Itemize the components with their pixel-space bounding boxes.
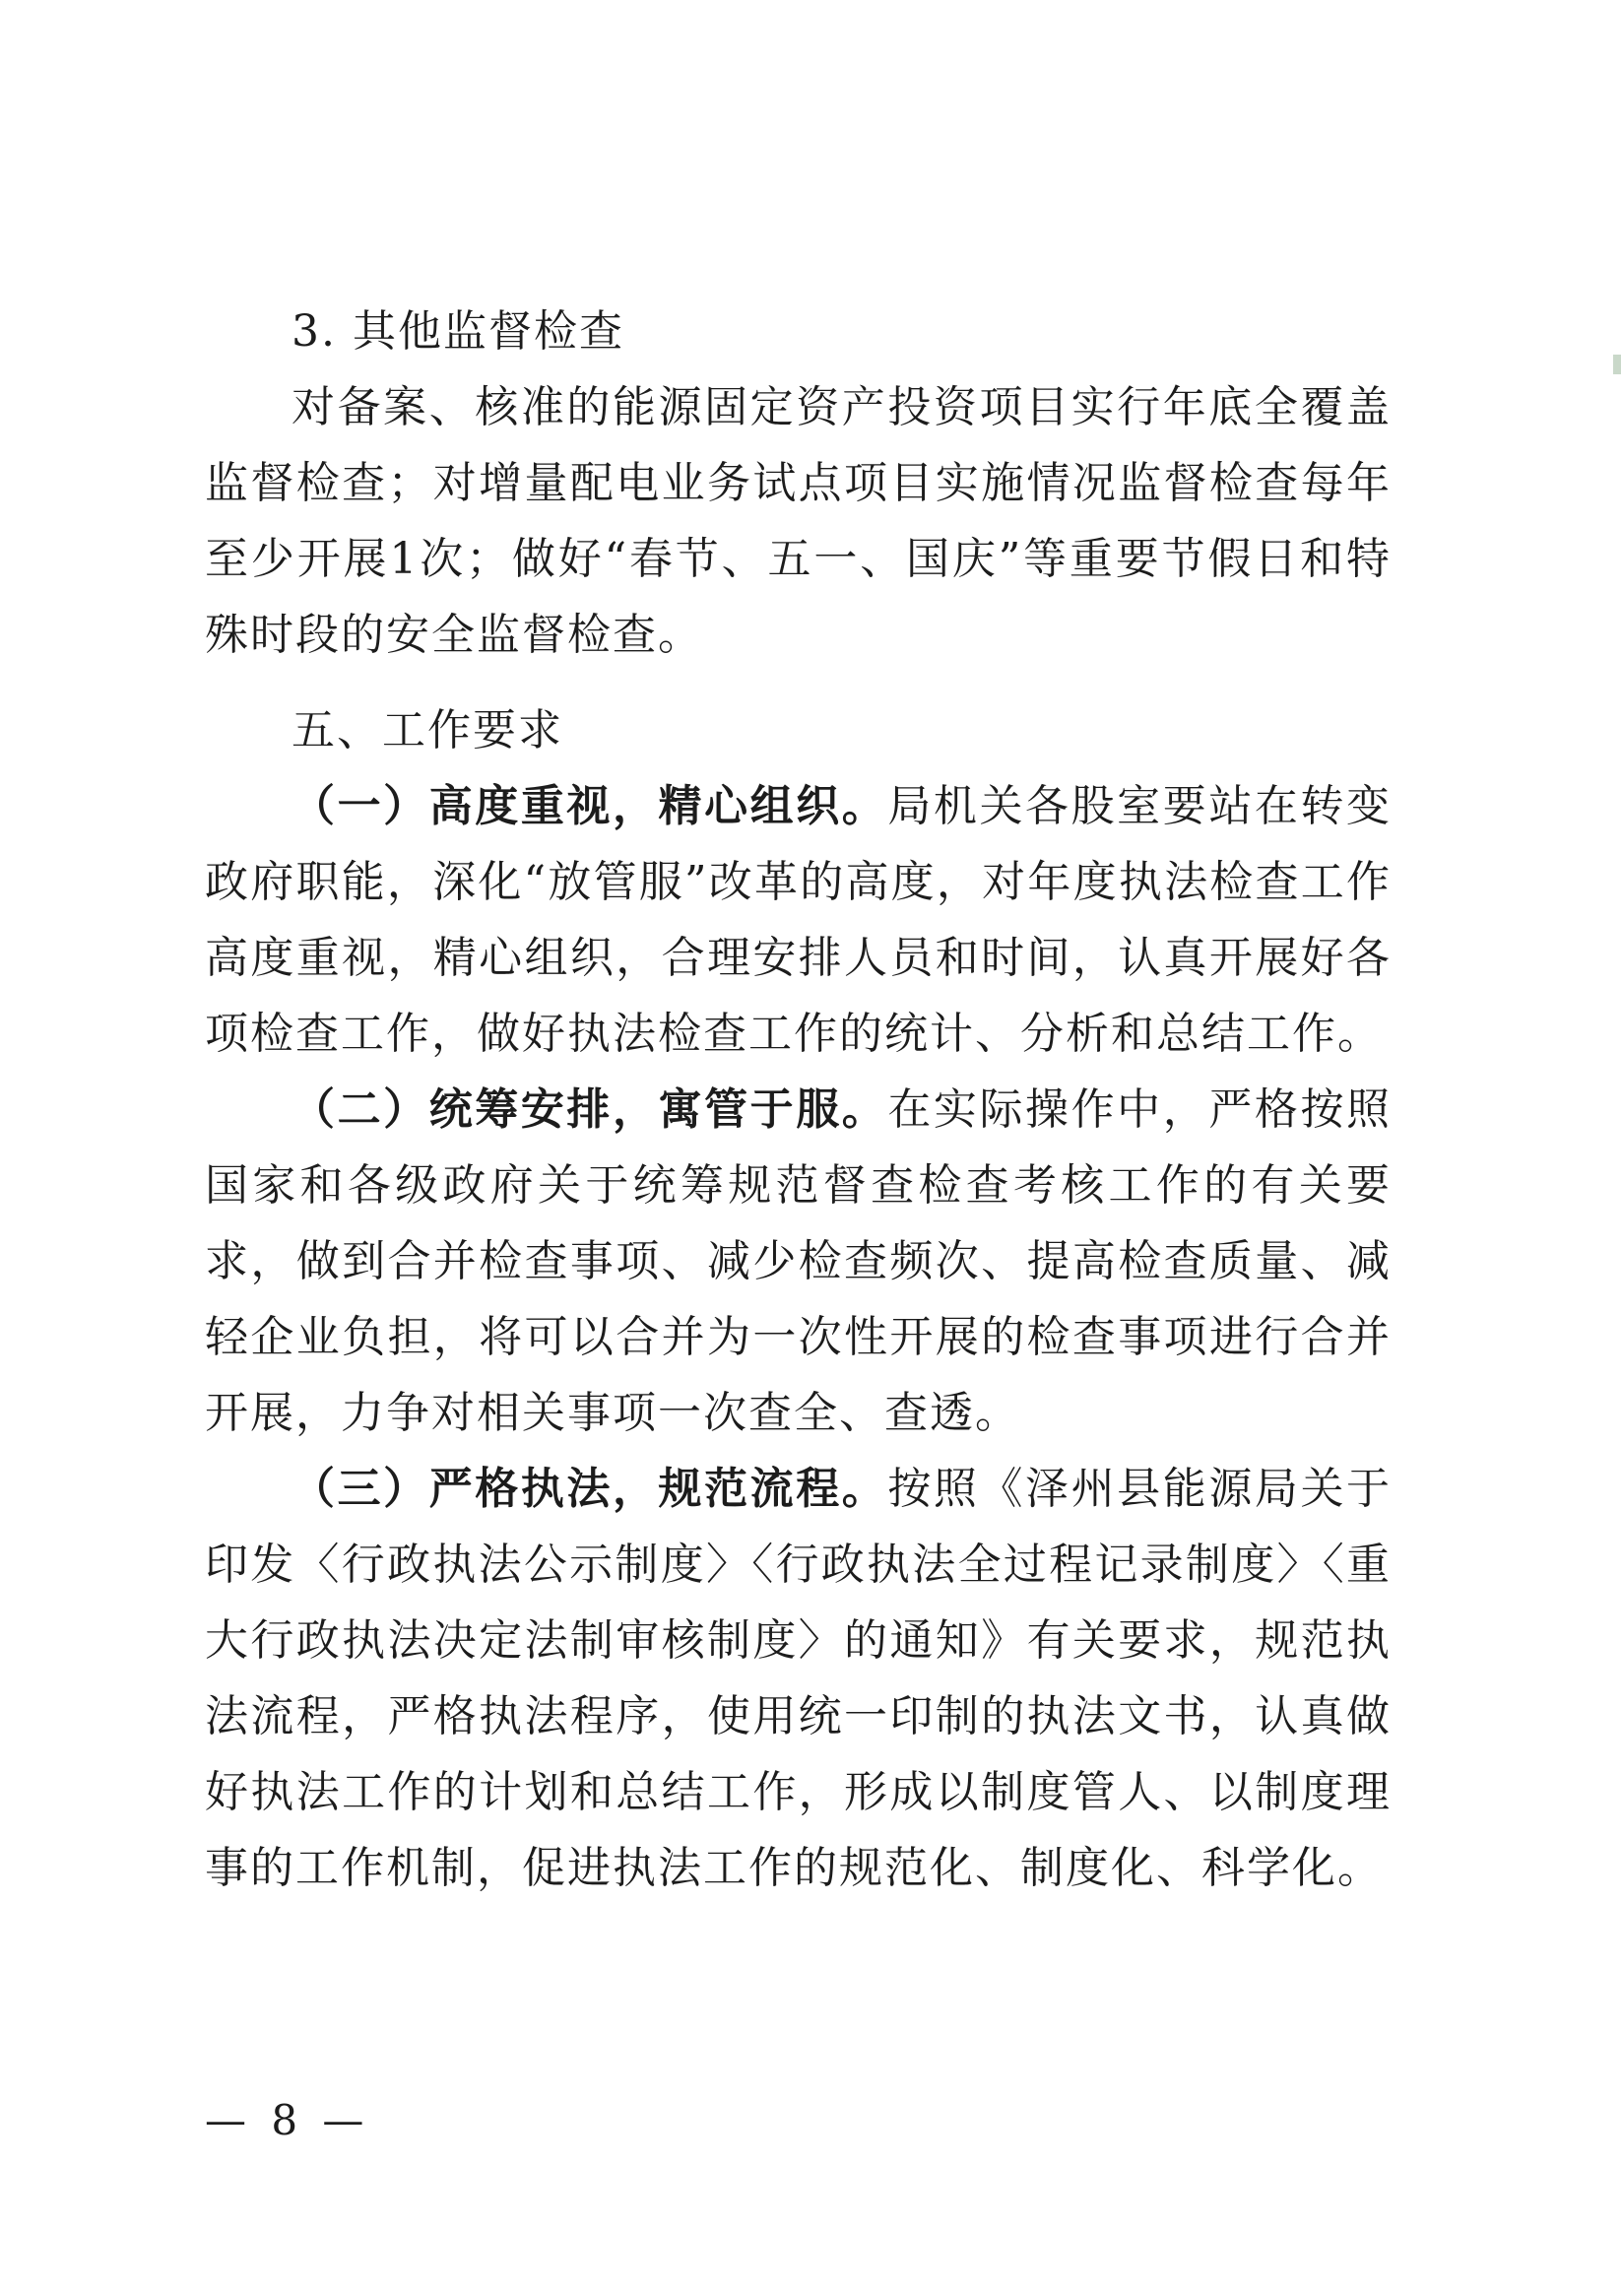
document-body xyxy=(205,294,1392,1906)
requirement-1-paragraph xyxy=(205,768,1392,1072)
page-number: — 8 — xyxy=(205,2096,370,2144)
requirement-1-body: 局机关各股室要站在转变政府职能，深化“放管服”改革的高度，对年度执法检查工作高度重视，精心组织，合理安排人员和时间，认真开展好各项检查工作，做好执法检查工作的统计、分析和总结工作。 xyxy=(205,781,1393,1059)
section-3-title: 3. 其他监督检查 xyxy=(292,306,624,357)
requirement-2-title: （二）统筹安排，寓管于服。 xyxy=(292,1084,888,1135)
section-5-title: 五、工作要求 xyxy=(292,705,563,755)
scan-edge-mark xyxy=(1613,355,1621,374)
requirement-3-title: （三）严格执法，规范流程。 xyxy=(292,1464,888,1514)
requirement-2-body: 在实际操作中，严格按照国家和各级政府关于统筹规范督查检查考核工作的有关要求，做到合并检查事项、减少检查频次、提高检查质量、减轻企业负担，将可以合并为一次性开展的检查事项进行合并开展，力争对相关事项一次查全、查透。 xyxy=(205,1084,1393,1438)
requirement-2-paragraph xyxy=(205,1072,1392,1451)
requirement-3-paragraph xyxy=(205,1451,1392,1906)
requirement-1-title: （一）高度重视，精心组织。 xyxy=(292,781,888,831)
requirement-3-body: 按照《泽州县能源局关于印发〈行政执法公示制度〉〈行政执法全过程记录制度〉〈重大行政执法决定法制审核制度〉的通知》有关要求，规范执法流程，严格执法程序，使用统一印制的执法文书，认真做好执法工作的计划和总结工作，形成以制度管人、以制度理事的工作机制，促进执法工作的规范化、制度化、科学化。 xyxy=(205,1464,1393,1893)
section-3-body: 对备案、核准的能源固定资产投资项目实行年底全覆盖监督检查；对增量配电业务试点项目实施情况监督检查每年至少开展1次；做好“春节、五一、国庆”等重要节假日和特殊时段的安全监督检查。 xyxy=(205,382,1392,660)
